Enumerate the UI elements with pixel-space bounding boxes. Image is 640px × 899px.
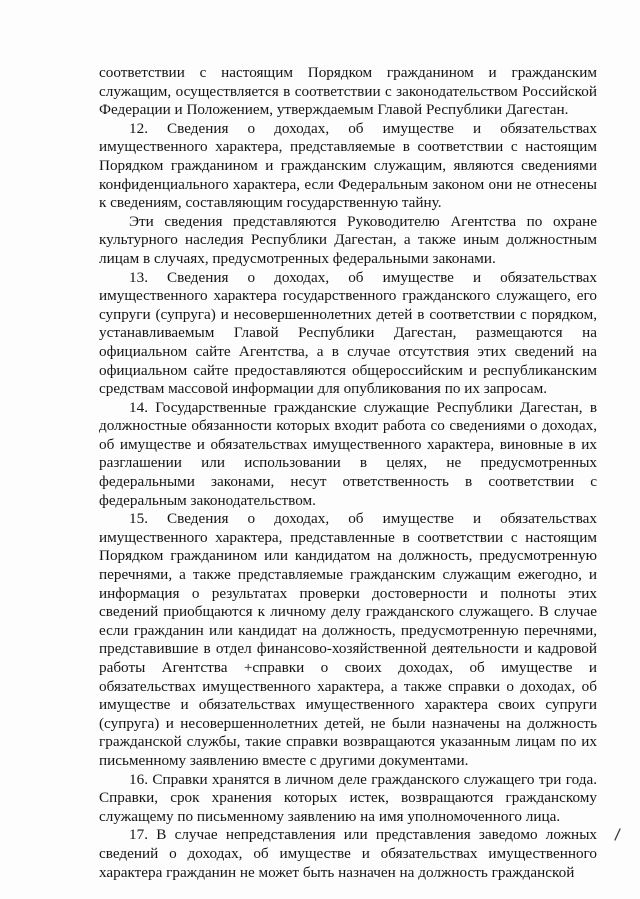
paragraph-continuation: соответствии с настоящим Порядком гражданином и гражданским служащим, осуществляется в соответствии с законодательством Российской Федерации и Положением, утверждаемым Главой Республики Дагестан. — [99, 64, 597, 119]
paragraph-14: 14. Государственные гражданские служащие Республики Дагестан, в должностные обязанности которых входит работа со сведениями о доходах, об имуществе и обязательствах имущественного характера, виновные в их разглашении или использовании в целях, не предусмотренных федеральными законами, несут ответственность в соответствии с федеральным законодательством. — [99, 398, 597, 509]
paragraph-13: 13. Сведения о доходах, об имуществе и обязательствах имущественного характера государственного гражданского служащего, его супруги (супруга) и несовершеннолетних детей в соответствии с порядком, устанавливаемым Главой Республики Дагестан, размещаются на официальном сайте Агентства, а в случае отсутствия этих сведений на официальном сайте предоставляются общероссийским и республиканским средствам массовой информации для опубликования по их запросам. — [99, 268, 597, 398]
scan-artifact-mark — [612, 828, 622, 842]
paragraph-12-addendum: Эти сведения представляются Руководителю Агентства по охране культурного наследия Республики Дагестан, а также иным должностным лицам в случаях, предусмотренных федеральными законами. — [99, 212, 597, 267]
document-body — [99, 64, 597, 882]
paragraph-12: 12. Сведения о доходах, об имуществе и обязательствах имущественного характера, представляемые в соответствии с настоящим Порядком гражданином и гражданским служащим, являются сведениями конфиденциального характера, если Федеральным законом они не отнесены к сведениям, составляющим государственную тайну. — [99, 119, 597, 212]
paragraph-15: 15. Сведения о доходах, об имуществе и обязательствах имущественного характера, представленные в соответствии с настоящим Порядком гражданином или кандидатом на должность, предусмотренную перечнями, а также представляемые гражданским служащим ежегодно, и информация о результатах проверки достоверности и полноты этих сведений приобщаются к личному делу гражданского служащего. В случае если гражданин или кандидат на должность, предусмотренную перечнями, представившие в отдел финансово-хозяйственной деятельности и кадровой работы Агентства +справки о своих доходах, об имуществе и обязательствах имущественного характера, а также справки о доходах, об имуществе и обязательствах имущественного характера своих супруги (супруга) и несовершеннолетних детей, не были назначены на должность гражданской службы, такие справки возвращаются указанным лицам по их письменному заявлению вместе с другими документами. — [99, 510, 597, 769]
paragraph-17: 17. В случае непредставления или представления заведомо ложных сведений о доходах, об имуществе и обязательствах имущественного характера гражданин не может быть назначен на должность гражданской — [99, 826, 597, 881]
paragraph-16: 16. Справки хранятся в личном деле гражданского служащего три года. Справки, срок хранения которых истек, возвращаются гражданскому служащему по письменному заявлению на имя уполномоченного лица. — [99, 770, 597, 825]
